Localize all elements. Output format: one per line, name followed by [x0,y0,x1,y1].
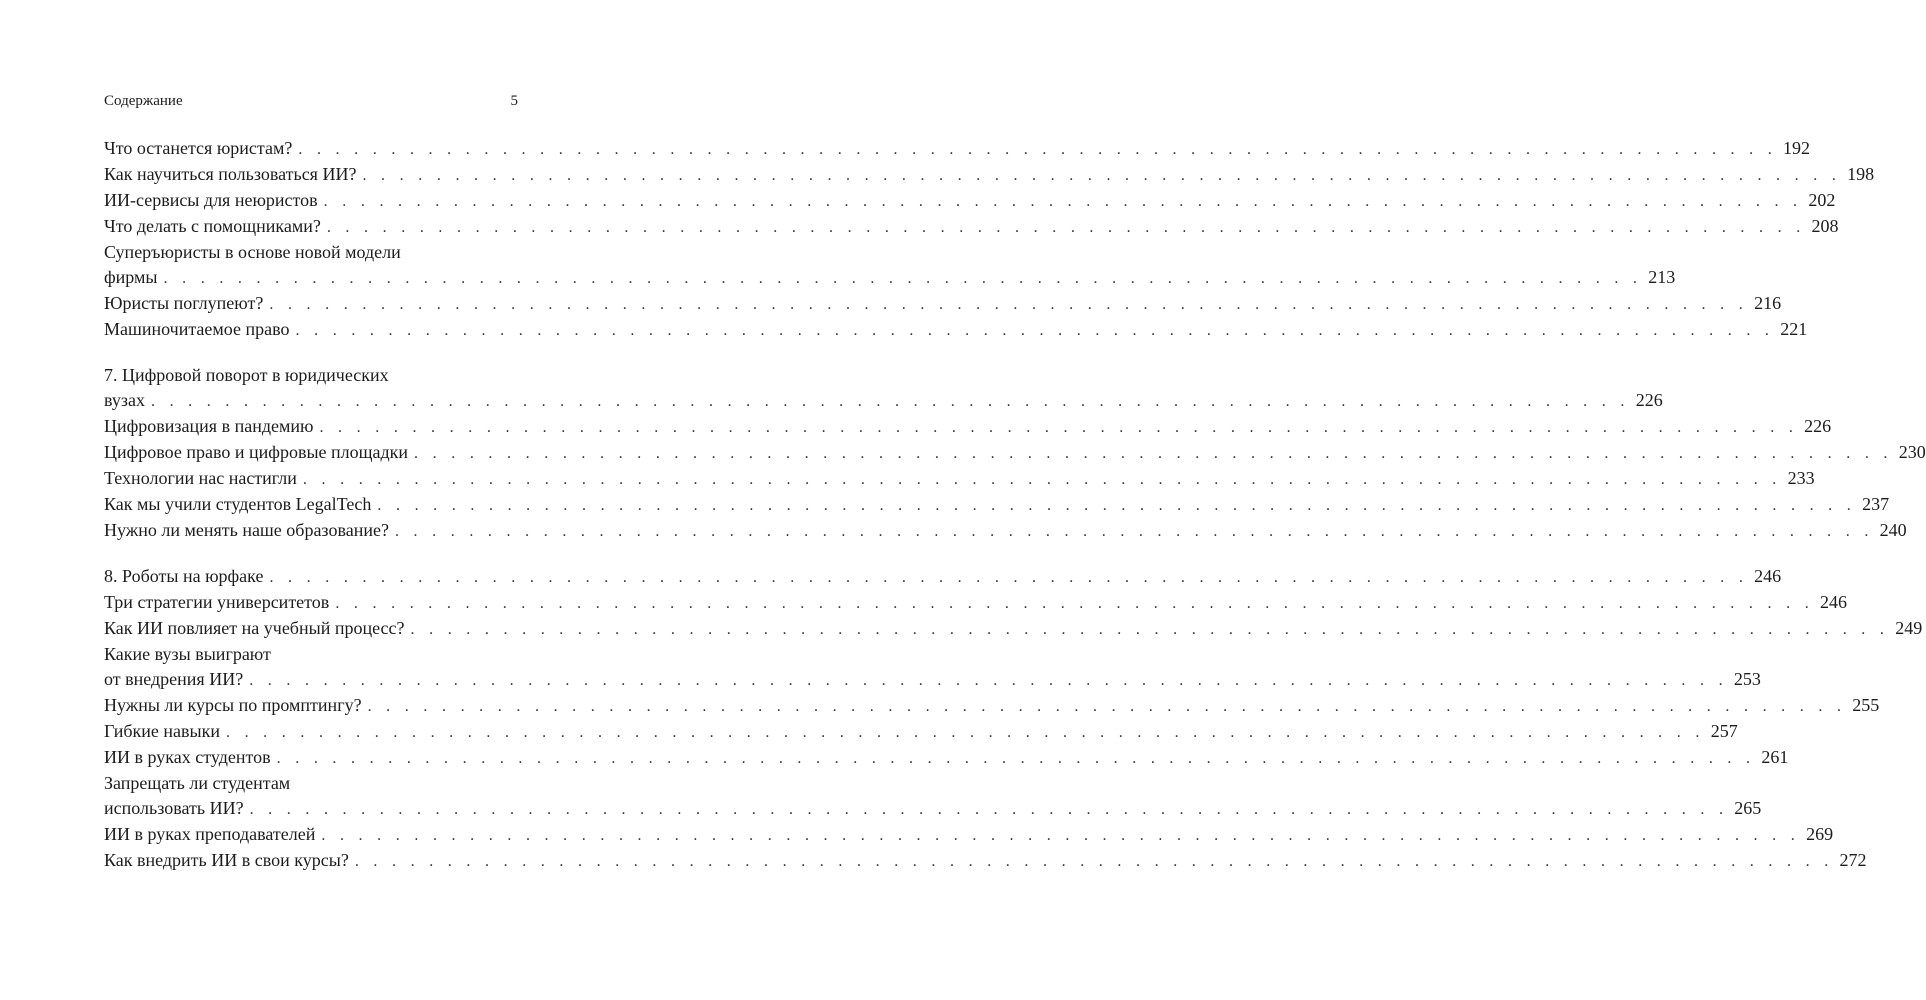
toc-entry [104,414,1832,440]
section-gap [104,343,518,363]
entry-line [104,719,1738,745]
entry-page-number: 240 [1879,520,1907,540]
entry-page-number: 257 [1710,721,1738,741]
toc-group [104,136,1875,343]
entry-title: Машиночитаемое право [104,319,290,339]
toc-group [104,564,1923,874]
entry-line [104,466,1815,492]
toc-entry [104,564,1782,590]
running-title: Содержание [104,93,183,109]
entry-page-number: 253 [1733,669,1761,689]
entry-title: фирмы [104,267,158,287]
dot-leader: . . . . . . . . . . . . . . . . . . . . . . . . . . . . . . . . . . . . . . . . . . . . . . . . . . . . . . . . . . . . . . . . . . . . . . . . . . . . . . . . [298,141,1778,158]
entry-title: Как научиться пользоваться ИИ? [104,164,357,184]
dot-leader: . . . . . . . . . . . . . . . . . . . . . . . . . . . . . . . . . . . . . . . . . . . . . . . . . . . . . . . . . . . . . . . . . . . . . . . . . . . . . . . . [276,750,1756,767]
entry-title: Цифровое право и цифровые площадки [104,442,409,462]
dot-leader: . . . . . . . . . . . . . . . . . . . . . . . . . . . . . . . . . . . . . . . . . . . . . . . . . . . . . . . . . . . . . . . . . . . . . . . . . . . . . . . . [150,393,1630,410]
entry-title: от внедрения ИИ? [104,669,244,689]
toc-entry [104,848,1867,874]
toc-entry [104,291,1782,317]
entry-title: 8. Роботы на юрфаке [104,566,264,586]
entry-page-number: 255 [1852,695,1880,715]
toc-entry [104,616,1923,642]
entry-line [104,162,1875,188]
entry-page-number: 237 [1862,494,1890,514]
entry-page-number: 192 [1783,138,1811,158]
dot-leader: . . . . . . . . . . . . . . . . . . . . . . . . . . . . . . . . . . . . . . . . . . . . . . . . . . . . . . . . . . . . . . . . . . . . . . . . . . . . . . . . [163,270,1643,287]
dot-leader: . . . . . . . . . . . . . . . . . . . . . . . . . . . . . . . . . . . . . . . . . . . . . . . . . . . . . . . . . . . . . . . . . . . . . . . . . . . . . . . . [319,419,1799,436]
toc-group [104,363,1926,544]
entry-title: Как внедрить ИИ в свои курсы? [104,850,349,870]
entry-line [104,136,1811,162]
dot-leader: . . . . . . . . . . . . . . . . . . . . . . . . . . . . . . . . . . . . . . . . . . . . . . . . . . . . . . . . . . . . . . . . . . . . . . . . . . . . . . . . [295,322,1775,339]
dot-leader: . . . . . . . . . . . . . . . . . . . . . . . . . . . . . . . . . . . . . . . . . . . . . . . . . . . . . . . . . . . . . . . . . . . . . . . . . . . . . . . . [354,853,1834,870]
entry-page-number: 202 [1808,190,1836,210]
dot-leader: . . . . . . . . . . . . . . . . . . . . . . . . . . . . . . . . . . . . . . . . . . . . . . . . . . . . . . . . . . . . . . . . . . . . . . . . . . . . . . . . [321,827,1801,844]
dot-leader: . . . . . . . . . . . . . . . . . . . . . . . . . . . . . . . . . . . . . . . . . . . . . . . . . . . . . . . . . . . . . . . . . . . . . . . . . . . . . . . . [249,672,1728,689]
entry-page-number: 261 [1761,747,1789,767]
toc-entry [104,136,1811,162]
dot-leader: . . . . . . . . . . . . . . . . . . . . . . . . . . . . . . . . . . . . . . . . . . . . . . . . . . . . . . . . . . . . . . . . . . . . . . . . . . . . . . . . [335,595,1815,612]
entry-line [104,440,1926,466]
entry-title: вузах [104,390,145,410]
entry-page-number: 226 [1804,416,1832,436]
entry-title: Гибкие навыки [104,721,220,741]
dot-leader: . . . . . . . . . . . . . . . . . . . . . . . . . . . . . . . . . . . . . . . . . . . . . . . . . . . . . . . . . . . . . . . . . . . . . . . . . . . . . . . . [269,296,1749,313]
entry-line [104,291,1782,317]
entry-page-number: 208 [1811,216,1839,236]
entry-line [104,564,1782,590]
toc-entry [104,440,1926,466]
page-number: 5 [510,93,518,109]
entry-page-number: 272 [1839,850,1867,870]
toc-entry [104,822,1834,848]
entry-title: Нужно ли менять наше образование? [104,520,389,540]
entry-line [104,414,1832,440]
toc-entry [104,162,1875,188]
entry-page-number: 246 [1754,566,1782,586]
entry-line [104,822,1834,848]
entry-title-line: Суперъюристы в основе новой модели [104,242,401,262]
entry-page-number: 198 [1847,164,1875,184]
toc-entry [104,363,1663,414]
entry-page-number: 226 [1635,390,1663,410]
entry-page-number: 265 [1734,798,1762,818]
dot-leader: . . . . . . . . . . . . . . . . . . . . . . . . . . . . . . . . . . . . . . . . . . . . . . . . . . . . . . . . . . . . . . . . . . . . . . . . . . . . . . . . [394,523,1874,540]
entry-page-number: 221 [1780,319,1808,339]
entry-title: ИИ-сервисы для неюристов [104,190,318,210]
entry-line [104,796,1762,822]
toc-entry [104,214,1839,240]
entry-title: Три стратегии университетов [104,592,330,612]
entry-title: Цифровизация в пандемию [104,416,314,436]
dot-leader: . . . . . . . . . . . . . . . . . . . . . . . . . . . . . . . . . . . . . . . . . . . . . . . . . . . . . . . . . . . . . . . . . . . . . . . . . . . . . . . . [410,621,1890,638]
dot-leader: . . . . . . . . . . . . . . . . . . . . . . . . . . . . . . . . . . . . . . . . . . . . . . . . . . . . . . . . . . . . . . . . . . . . . . . . . . . . . . . . [323,193,1803,210]
entry-title: Как мы учили студентов LegalTech [104,494,372,514]
entry-line [104,188,1836,214]
entry-page-number: 269 [1806,824,1834,844]
dot-leader: . . . . . . . . . . . . . . . . . . . . . . . . . . . . . . . . . . . . . . . . . . . . . . . . . . . . . . . . . . . . . . . . . . . . . . . . . . . . . . . . [249,801,1729,818]
toc-entry [104,466,1815,492]
toc-entry [104,745,1789,771]
entry-page-number: 249 [1895,618,1923,638]
entry-line [104,214,1839,240]
dot-leader: . . . . . . . . . . . . . . . . . . . . . . . . . . . . . . . . . . . . . . . . . . . . . . . . . . . . . . . . . . . . . . . . . . . . . . . . . . . . . . . . [269,569,1749,586]
entry-title: Технологии нас настигли [104,468,297,488]
entry-line [104,693,1880,719]
dot-leader: . . . . . . . . . . . . . . . . . . . . . . . . . . . . . . . . . . . . . . . . . . . . . . . . . . . . . . . . . . . . . . . . . . . . . . . . . . . . . . . . [377,497,1857,514]
entry-title: Что делать с помощниками? [104,216,321,236]
dot-leader: . . . . . . . . . . . . . . . . . . . . . . . . . . . . . . . . . . . . . . . . . . . . . . . . . . . . . . . . . . . . . . . . . . . . . . . . . . . . . . . . [367,698,1847,715]
entry-line [104,317,1808,343]
entry-title: Нужны ли курсы по промптингу? [104,695,362,715]
dot-leader: . . . . . . . . . . . . . . . . . . . . . . . . . . . . . . . . . . . . . . . . . . . . . . . . . . . . . . . . . . . . . . . . . . . . . . . . . . . . . . . . [362,167,1842,184]
table-of-contents [104,136,1926,874]
dot-leader: . . . . . . . . . . . . . . . . . . . . . . . . . . . . . . . . . . . . . . . . . . . . . . . . . . . . . . . . . . . . . . . . . . . . . . . . . . . . . . . . [302,471,1782,488]
entry-title: ИИ в руках преподавателей [104,824,316,844]
entry-page-number: 230 [1898,442,1926,462]
toc-entry [104,771,1762,822]
entry-title: использовать ИИ? [104,798,244,818]
entry-line [104,848,1867,874]
entry-page-number: 213 [1648,267,1676,287]
entry-title: Как ИИ повлияет на учебный процесс? [104,618,405,638]
entry-line [104,616,1923,642]
toc-entry [104,188,1836,214]
toc-entry [104,240,1676,291]
toc-entry [104,317,1808,343]
entry-title: Юристы поглупеют? [104,293,264,313]
entry-title: Что останется юристам? [104,138,293,158]
entry-page-number: 216 [1754,293,1782,313]
entry-title-line: Запрещать ли студентам [104,773,291,793]
entry-title-line: 7. Цифровой поворот в юридических [104,365,389,385]
toc-entry [104,693,1880,719]
entry-line [104,590,1848,616]
entry-page-number: 246 [1820,592,1848,612]
toc-entry [104,492,1890,518]
entry-line [104,388,1663,414]
entry-title-line: Какие вузы выиграют [104,644,271,664]
toc-entry [104,518,1907,544]
entry-line [104,745,1789,771]
entry-line [104,265,1676,291]
entry-page-number: 233 [1787,468,1815,488]
toc-entry [104,590,1848,616]
entry-line [104,492,1890,518]
dot-leader: . . . . . . . . . . . . . . . . . . . . . . . . . . . . . . . . . . . . . . . . . . . . . . . . . . . . . . . . . . . . . . . . . . . . . . . . . . . . . . . . [326,219,1806,236]
entry-line [104,667,1761,693]
entry-line [104,518,1907,544]
dot-leader: . . . . . . . . . . . . . . . . . . . . . . . . . . . . . . . . . . . . . . . . . . . . . . . . . . . . . . . . . . . . . . . . . . . . . . . . . . . . . . . . [225,724,1705,741]
toc-entry [104,642,1761,693]
entry-title: ИИ в руках студентов [104,747,271,767]
dot-leader: . . . . . . . . . . . . . . . . . . . . . . . . . . . . . . . . . . . . . . . . . . . . . . . . . . . . . . . . . . . . . . . . . . . . . . . . . . . . . . . . [414,445,1893,462]
toc-entry [104,719,1738,745]
section-gap [104,544,518,564]
